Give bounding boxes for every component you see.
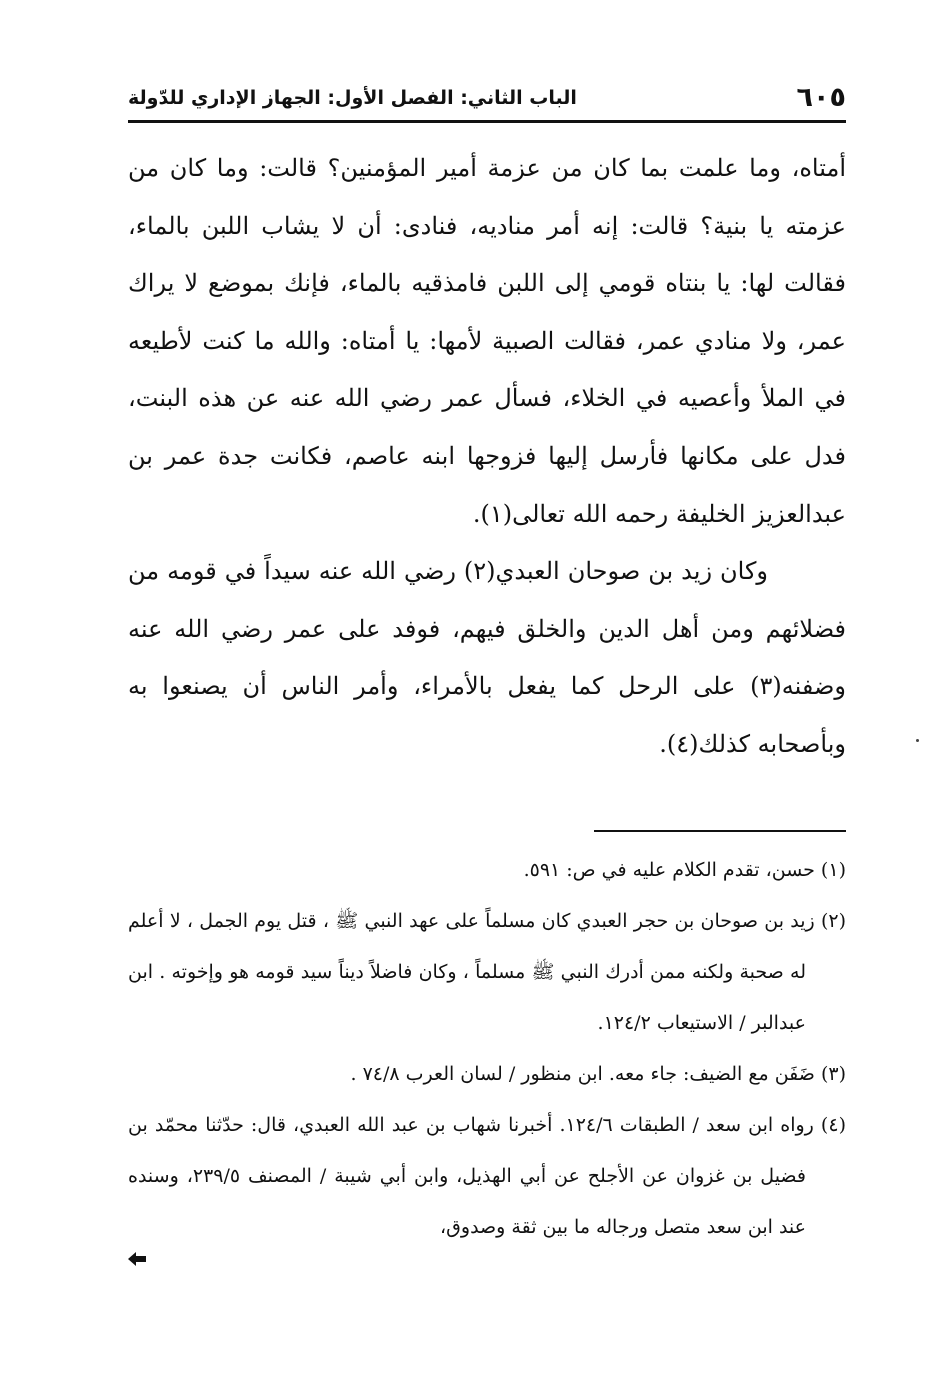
footnote-4: (٤) رواه ابن سعد / الطبقات ١٢٤/٦. أخبرنا شهاب بن عبد الله العبدي، قال: حدّثنا محمّد بن فضيل بن غزوان عن الأجلح عن أبي الهذيل، وابن أبي شيبة / المصنف ٢٣٩/٥، وسنده عند ابن سعد متصل ورجاله ما بين ثقة وصدوق، — [128, 1114, 846, 1238]
footnote-1: (١) حسن، تقدم الكلام عليه في ص: ٥٩١. — [523, 859, 846, 881]
paragraph-1: أمتاه، وما علمت بما كان من عزمة أمير المؤمنين؟ قالت: وما كان من عزمته يا بنية؟ قالت: إنه أمر مناديه، فنادى: أن لا يشاب اللبن بالماء، فقالت لها: يا بنتاه قومي إلى اللبن فامذقيه بالماء، فإنك بموضع لا يراك عمر، ولا منادي عمر، فقالت الصبية لأمها: يا أمتاه: والله ما كنت لأطيعه في الملأ وأعصيه في الخلاء، فسأل عمر رضي الله عنه عن هذه البنت، فدل على مكانها فأرسل إليها فزوجها ابنه عاصم، فكانت جدة عمر بن عبدالعزيز الخليفة رحمه الله تعالى(١). — [128, 154, 846, 528]
body-text — [128, 140, 846, 774]
speck — [916, 739, 919, 742]
running-title: الباب الثاني: الفصل الأول: الجهاز الإداري للدّولة — [128, 87, 577, 109]
header-rule — [128, 120, 846, 123]
footnote-2: (٢) زيد بن صوحان بن حجر العبدي كان مسلماً على عهد النبي ﷺ ، قتل يوم الجمل ، لا أعلم له صحبة ولكنه ممن أدرك النبي ﷺ مسلماً ، وكان فاضلاً ديناً سيد قومه هو وإخوته . ابن عبدالبر / الاستيعاب ١٢٤/٢. — [128, 910, 846, 1034]
footnote-rule — [594, 830, 846, 832]
left-arrow-icon — [128, 1247, 146, 1273]
page-number: ٦٠٥ — [796, 82, 846, 113]
paragraph-2: وكان زيد بن صوحان العبدي(٢) رضي الله عنه سيداً في قومه من فضلائهم ومن أهل الدين والخلق فيهم، فوفد على عمر رضي الله عنه وضفنه(٣) على الرحل كما يفعل بالأمراء، وأمر الناس أن يصنعوا به وبأصحابه كذلك(٤). — [128, 557, 846, 758]
footnote-3: (٣) ضَفَن مع الضيف: جاء معه. ابن منظور / لسان العرب ٧٤/٨ . — [350, 1063, 846, 1085]
page-header — [128, 80, 846, 120]
footnotes — [128, 845, 846, 1253]
